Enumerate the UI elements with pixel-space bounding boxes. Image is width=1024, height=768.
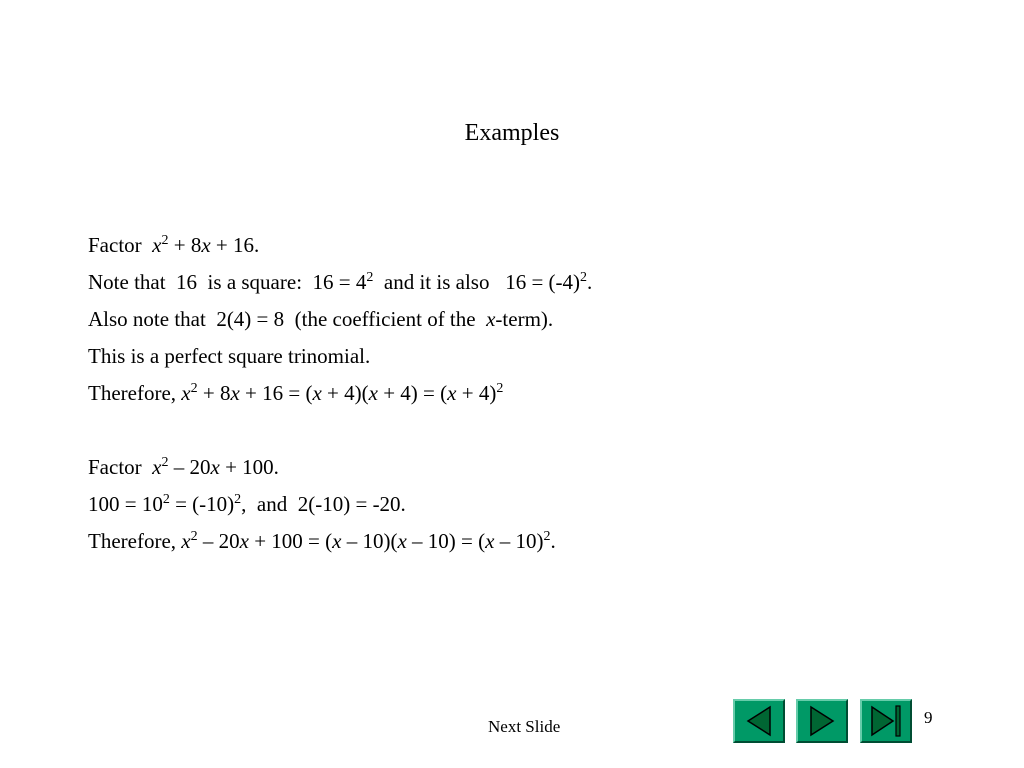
- text: Therefore,: [88, 529, 182, 553]
- slide-number: 9: [924, 708, 933, 727]
- text: – 20: [197, 529, 240, 553]
- example2-line3: [88, 524, 592, 561]
- var-x: x: [152, 455, 162, 479]
- last-slide-button[interactable]: [860, 699, 912, 743]
- exponent: 2: [161, 233, 169, 248]
- exponent: 2: [162, 492, 170, 507]
- text: + 100 = (: [248, 529, 333, 553]
- text: + 100.: [219, 455, 279, 479]
- var-x: x: [486, 307, 496, 331]
- var-x: x: [447, 381, 457, 405]
- var-x: x: [239, 529, 249, 553]
- text: – 10) = (: [406, 529, 486, 553]
- var-x: x: [485, 529, 495, 553]
- text: .: [550, 529, 556, 553]
- text: -term).: [495, 307, 554, 331]
- text: – 10)(: [341, 529, 398, 553]
- var-x: x: [201, 233, 211, 257]
- var-x: x: [181, 381, 191, 405]
- text: + 4)(: [321, 381, 369, 405]
- var-x: x: [332, 529, 342, 553]
- exponent: 2: [190, 529, 198, 544]
- previous-slide-button[interactable]: [733, 699, 785, 743]
- var-x: x: [397, 529, 407, 553]
- text: + 8: [197, 381, 231, 405]
- text: Note that 16 is a square: 16 = 4: [88, 270, 367, 294]
- exponent: 2: [496, 381, 504, 396]
- triangle-left-icon: [735, 701, 783, 741]
- var-x: x: [312, 381, 322, 405]
- slide-title: Examples: [464, 120, 560, 146]
- exponent: 2: [366, 270, 374, 285]
- var-x: x: [368, 381, 378, 405]
- example1-line2: [88, 265, 592, 302]
- text: – 10): [494, 529, 544, 553]
- slide-body: [88, 228, 592, 561]
- text: , and 2(-10) = -20.: [241, 492, 406, 516]
- text: 100 = 10: [88, 492, 163, 516]
- next-slide-button[interactable]: [796, 699, 848, 743]
- text: Also note that 2(4) = 8 (the coefficient of the: [88, 307, 487, 331]
- triangle-right-icon: [798, 701, 846, 741]
- text: + 8: [168, 233, 202, 257]
- exponent: 2: [580, 270, 588, 285]
- text: + 4): [456, 381, 497, 405]
- example1-line1: [88, 228, 592, 265]
- example2-line1: [88, 450, 592, 487]
- exponent: 2: [161, 455, 169, 470]
- text: + 4) = (: [377, 381, 448, 405]
- next-slide-link[interactable]: Next Slide: [488, 717, 561, 736]
- example1-line5: [88, 376, 592, 413]
- var-x: x: [210, 455, 220, 479]
- var-x: x: [181, 529, 191, 553]
- text: – 20: [168, 455, 211, 479]
- text: Factor: [88, 233, 153, 257]
- text: Therefore,: [88, 381, 182, 405]
- text: = (-10): [169, 492, 235, 516]
- exponent: 2: [190, 381, 198, 396]
- exponent: 2: [543, 529, 551, 544]
- text: .: [587, 270, 593, 294]
- var-x: x: [152, 233, 162, 257]
- example1-line4: This is a perfect square trinomial.: [88, 344, 371, 368]
- text: Factor: [88, 455, 153, 479]
- text: + 16.: [210, 233, 260, 257]
- example2-line2: [88, 487, 592, 524]
- var-x: x: [230, 381, 240, 405]
- text: and it is also 16 = (-4): [373, 270, 581, 294]
- spacer: [88, 413, 592, 450]
- text: + 16 = (: [239, 381, 313, 405]
- example1-line3: [88, 302, 592, 339]
- triangle-right-bar-icon: [862, 701, 910, 741]
- exponent: 2: [234, 492, 242, 507]
